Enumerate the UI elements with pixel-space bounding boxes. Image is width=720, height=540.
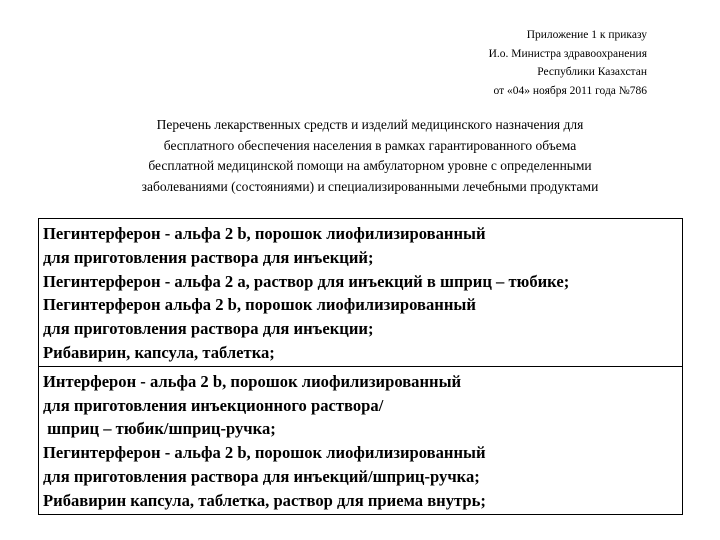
drug-line: Рибавирин капсула, таблетка, раствор для приема внутрь; [43,490,486,510]
drug-line: для приготовления раствора для инъекции; [43,319,374,339]
title-line: бесплатного обеспечения населения в рамках гарантированного объема [163,137,577,153]
appendix-line: И.о. Министра здравоохранения [488,47,647,60]
drug-group-first [39,219,682,366]
drug-line: для приготовления инъекционного раствора/ [43,395,384,415]
appendix-line: Республики Казахстан [537,66,647,78]
drug-line: для приготовления раствора для инъекций; [43,247,374,267]
drug-group-second [39,366,682,514]
drug-line: для приготовления раствора для инъекций/шприц-ручка; [43,466,480,486]
drug-line: Интерферон - альфа 2 b, порошок лиофилизированный [43,371,462,391]
drug-line: Пегинтерферон - альфа 2 а, раствор для инъекций в шприц – тюбике; [43,271,570,291]
appendix-header [489,26,647,100]
title-line: заболеваниями (состояниями) и специализированными лечебными продуктами [141,178,599,194]
drug-line: Рибавирин, капсула, таблетка; [43,342,275,362]
appendix-line: от «04» ноября 2011 года №786 [493,84,647,97]
drug-line: шприц – тюбик/шприц-ручка; [43,419,276,439]
title-line: Перечень лекарственных средств и изделий медицинского назначения для [156,117,584,132]
drug-list-table [38,218,683,515]
drug-line: Пегинтерферон - альфа 2 b, порошок лиофилизированный [43,224,486,243]
document-title [80,115,660,197]
appendix-line: Приложение 1 к приказу [526,29,647,41]
drug-line: Пегинтерферон альфа 2 b, порошок лиофилизированный [43,295,476,315]
title-line: бесплатной медицинской помощи на амбулаторном уровне с определенными [148,158,592,173]
drug-line: Пегинтерферон - альфа 2 b, порошок лиофилизированный [43,443,486,463]
